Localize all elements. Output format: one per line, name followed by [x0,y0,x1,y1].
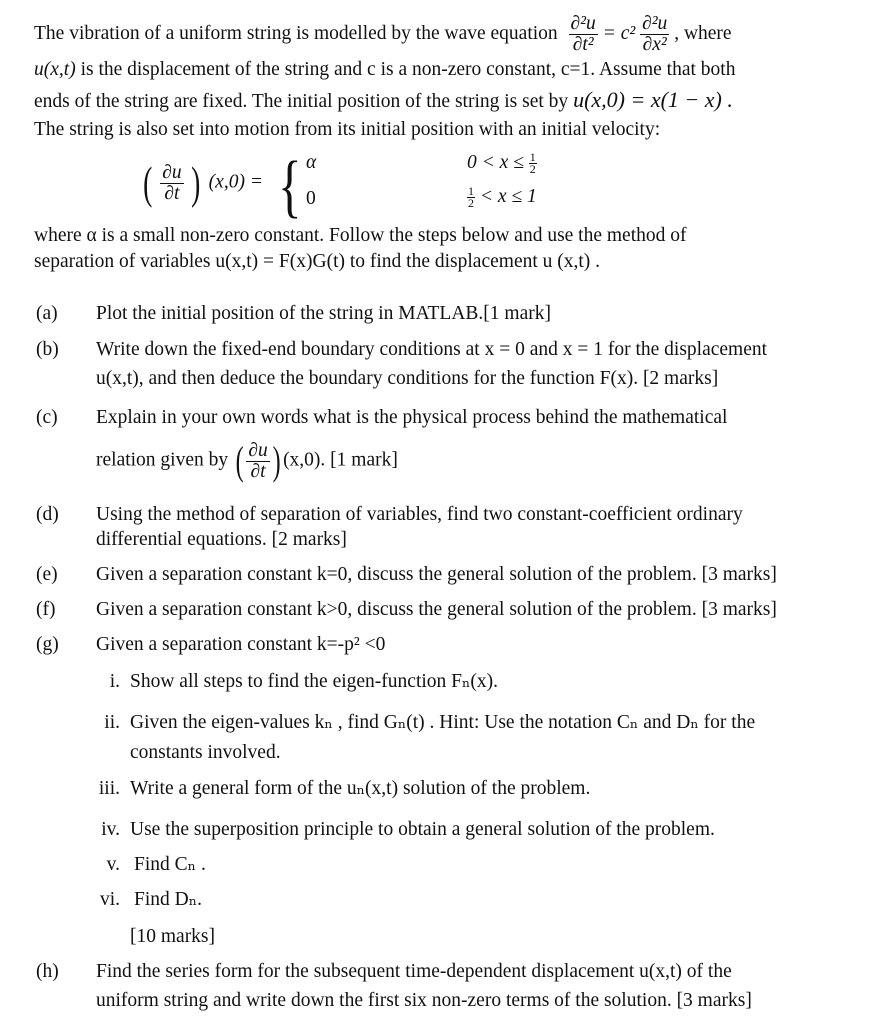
question-c-line-1: Explain in your own words what is the physical process behind the mathematical [96,407,728,428]
sub-g-item-5: Find Cₙ . [134,854,206,875]
question-label-b: (b) [36,339,59,360]
uxt-symbol: u(x,t) [34,59,76,80]
question-e: Given a separation constant k=0, discuss the general solution of the problem. [3 marks] [96,564,777,585]
question-label-d: (d) [36,504,59,525]
wave-eq-rhs: $\frac{\text{∂²u}}{\text{∂x²}}$ [642,13,668,55]
question-label-h: (h) [36,961,59,982]
question-c-line-2: relation given by ( $\frac{\partial u}{\partial t}$ ) (x,0). [1 mark] [96,438,398,483]
question-label-g: (g) [36,634,59,655]
sub-g-num-1: i. [109,671,120,692]
intro-line-3 [34,88,733,114]
velocity-lhs: ( $\frac{\partial u}{\partial t}$ ) (x,0) = [143,157,263,208]
intro-line-4 [34,118,660,142]
sub-g-item-1: Show all steps to find the eigen-function Fₙ(x). [130,671,499,692]
sub-g-num-3: iii. [98,778,120,799]
sub-g-num-6: vi. [99,889,120,910]
sub-g-marks: [10 marks] [130,926,216,947]
case1-value: α [306,152,317,173]
sub-g-item-3: Write a general form of the uₙ(x,t) solution of the problem. [130,778,591,799]
sub-g-num-2: ii. [104,712,120,733]
piecewise-brace: { [278,148,302,225]
question-g: Given a separation constant k=-p² <0 [96,634,386,655]
sub-g-item-4: Use the superposition principle to obtain a general solution of the problem. [130,819,715,840]
sub-g-item-2-line-2: constants involved. [130,742,281,763]
question-label-e: (e) [36,564,58,585]
sub-g-item-6: Find Dₙ. [134,889,203,910]
wave-eq-lhs: $\frac{\text{∂²u}}{\text{∂t²}}$ [570,13,596,55]
question-label-a: (a) [36,303,58,324]
where-line-1: where α is a small non-zero constant. Follow the steps below and use the method of [34,225,687,246]
intro-text-2: is the displacement of the string and c is a non-zero constant, c=1. Assume that both [80,59,736,80]
question-label-c: (c) [36,407,58,428]
question-a: Plot the initial position of the string in MATLAB.[1 mark] [96,303,551,324]
question-d-line-1: Using the method of separation of variables, find two constant-coefficient ordinary [96,504,743,525]
question-h-line-1: Find the series form for the subsequent time-dependent displacement u(x,t) of the [96,961,732,982]
question-h-line-2: uniform string and write down the first six non-zero terms of the solution. [3 marks] [96,990,752,1011]
question-f: Given a separation constant k>0, discuss the general solution of the problem. [3 marks] [96,599,777,620]
wave-eq-equals: = c² [602,22,636,44]
initial-position-eq: u(x,0) = x(1 − x) . [573,87,733,112]
question-label-f: (f) [36,599,56,620]
where-line-2: separation of variables u(x,t) = F(x)G(t) to find the displacement u (x,t) . [34,251,601,272]
case2-value: 0 [306,188,316,209]
case1-condition: 0 < x ≤ $\frac{1}{2}$ [467,150,536,177]
intro-text-4: The string is also set into motion from its initial position with an initial velocity: [34,119,661,140]
intro-text-1: The vibration of a uniform string is modelled by the wave equation [34,22,558,44]
question-b-line-2: u(x,t), and then deduce the boundary conditions for the function F(x). [2 marks] [96,368,719,389]
velocity-fraction: $\frac{\partial u}{\partial t}$ [162,161,182,204]
intro-line-2 [34,58,735,82]
intro-text-3: ends of the string are fixed. The initial position of the string is set by [34,91,569,112]
question-d-line-2: differential equations. [2 marks] [96,529,347,550]
c-fraction: $\frac{\partial u}{\partial t}$ [248,439,268,482]
question-b-line-1: Write down the fixed-end boundary conditions at x = 0 and x = 1 for the displacement [96,339,768,360]
intro-where: , where [674,22,732,44]
sub-g-num-5: v. [106,854,120,875]
case2-condition: $\frac{1}{2}$ < x ≤ 1 [468,184,537,211]
velocity-args: (x,0) = [208,171,263,193]
sub-g-item-2: Given the eigen-values kₙ , find Gₙ(t) . Hint: Use the notation Cₙ and Dₙ for the [130,712,756,733]
sub-g-num-4: iv. [101,819,120,840]
intro-line-1 [34,14,732,55]
